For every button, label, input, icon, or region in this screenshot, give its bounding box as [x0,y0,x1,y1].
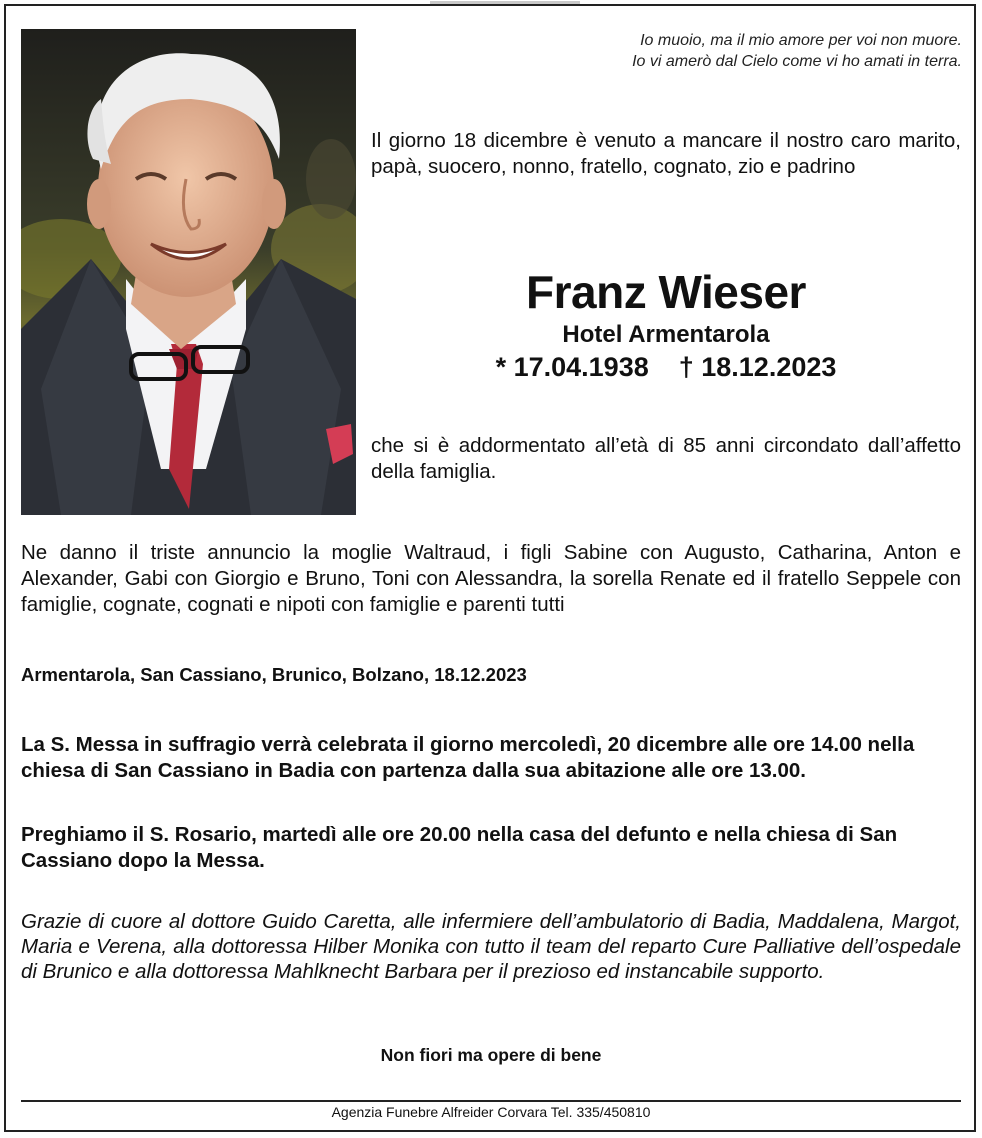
mass-info: La S. Messa in suffragio verrà celebrata il giorno mercoledì, 20 dicembre alle ore 14.00 nella chiesa di San Cassiano in Badia con partenza dalla sua abitazione alle ore 13.00. [21,733,915,782]
thanks-text: Grazie di cuore al dottore Guido Caretta, alle infermiere dell’ambulatorio di Badia, Maddalena, Margot, Maria e Verena, alla dottoressa Hilber Monika con tutto il team del reparto Cure Palliative dell’ospedale di Brunico e alla dottoressa Mahlknecht Barbara per il prezioso ed instancabile supporto. [21,910,961,983]
funeral-agency-footer: Agenzia Funebre Alfreider Corvara Tel. 335/450810 [331,1104,651,1120]
portrait-photo [21,29,356,515]
passing-text: che si è addormentato all’età di 85 anni circondato dall’affetto della famiglia. [371,434,961,483]
intro-text: Il giorno 18 dicembre è venuto a mancare il nostro caro marito, papà, suocero, nonno, fratello, cognato, zio e padrino [371,129,961,178]
death-date: † 18.12.2023 [678,352,837,382]
motto-line-1: Io muoio, ma il mio amore per voi non muore. [640,32,962,49]
place-date: Armentarola, San Cassiano, Brunico, Bolzano, 18.12.2023 [21,664,527,685]
deceased-block [371,264,961,384]
life-dates [371,350,961,384]
no-flowers-note: Non fiori ma opere di bene [380,1045,602,1065]
deceased-name: Franz Wieser [526,266,806,318]
top-edge-mark [430,1,580,4]
deceased-affiliation: Hotel Armentarola [562,321,770,348]
rosary-info: Preghiamo il S. Rosario, martedì alle ore 20.00 nella casa del defunto e nella chiesa di San Cassiano dopo la Messa. [21,823,898,872]
birth-date: * 17.04.1938 [495,352,649,382]
footer-divider [21,1100,961,1102]
portrait-photo-icon [21,29,356,515]
motto-quote [542,30,962,72]
motto-line-2: Io vi amerò dal Cielo come vi ho amati in terra. [632,53,962,70]
family-announcement: Ne danno il triste annuncio la moglie Waltraud, i figli Sabine con Augusto, Catharina, Anton e Alexander, Gabi con Giorgio e Bruno, Toni con Alessandra, la sorella Renate ed il fratello Seppele con famiglie, cognate, cognati e nipoti con famiglie e parenti tutti [21,541,961,616]
